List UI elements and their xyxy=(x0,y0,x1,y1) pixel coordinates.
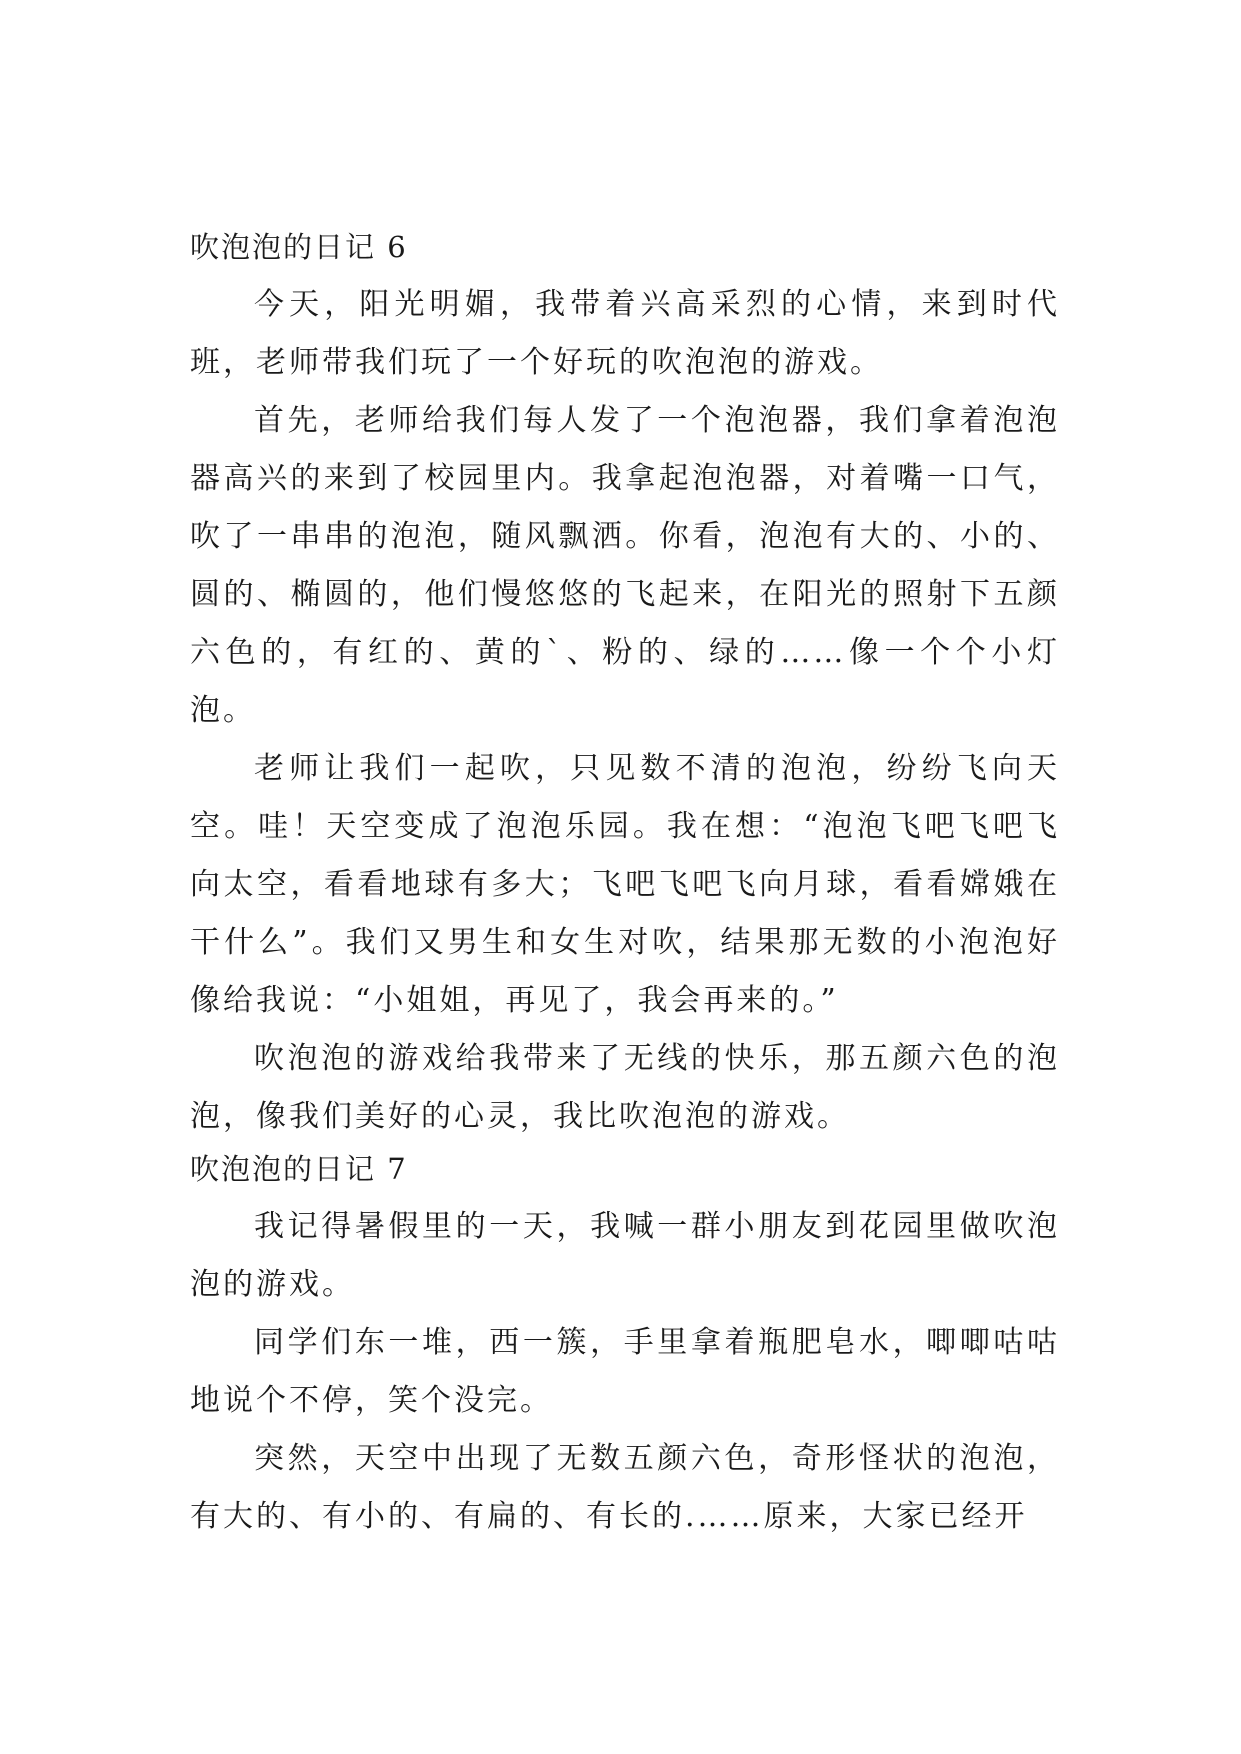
diary-entry-6 xyxy=(190,218,1060,1146)
entry-title: 吹泡泡的日记 7 xyxy=(190,1152,408,1186)
paragraph: 老师让我们一起吹，只见数不清的泡泡，纷纷飞向天空。哇！天空变成了泡泡乐园。我在想：“泡泡飞吧飞吧飞向太空，看看地球有多大；飞吧飞吧飞向月球，看看嫦娥在干什么”。我们又男生和女生对吹，结果那无数的小泡泡好像给我说：“小姐姐，再见了，我会再来的。” xyxy=(190,751,1060,1018)
paragraph: 我记得暑假里的一天，我喊一群小朋友到花园里做吹泡泡的游戏。 xyxy=(190,1209,1060,1302)
paragraph: 今天，阳光明媚，我带着兴高采烈的心情，来到时代班，老师带我们玩了一个好玩的吹泡泡的游戏。 xyxy=(190,287,1060,380)
paragraph: 突然，天空中出现了无数五颜六色，奇形怪状的泡泡，有大的、有小的、有扁的、有长的.……原来，大家已经开 xyxy=(190,1441,1060,1534)
paragraph: 同学们东一堆，西一簇，手里拿着瓶肥皂水，唧唧咕咕地说个不停，笑个没完。 xyxy=(190,1325,1060,1418)
entry-title: 吹泡泡的日记 6 xyxy=(190,230,408,264)
paragraph: 吹泡泡的游戏给我带来了无线的快乐，那五颜六色的泡泡，像我们美好的心灵，我比吹泡泡的游戏。 xyxy=(190,1041,1060,1134)
paragraph: 首先，老师给我们每人发了一个泡泡器，我们拿着泡泡器高兴的来到了校园里内。我拿起泡泡器，对着嘴一口气，吹了一串串的泡泡，随风飘洒。你看，泡泡有大的、小的、圆的、椭圆的，他们慢悠悠的飞起来，在阳光的照射下五颜六色的，有红的、黄的`、粉的、绿的……像一个个小灯泡。 xyxy=(190,403,1060,728)
diary-entry-7 xyxy=(190,1140,1060,1546)
